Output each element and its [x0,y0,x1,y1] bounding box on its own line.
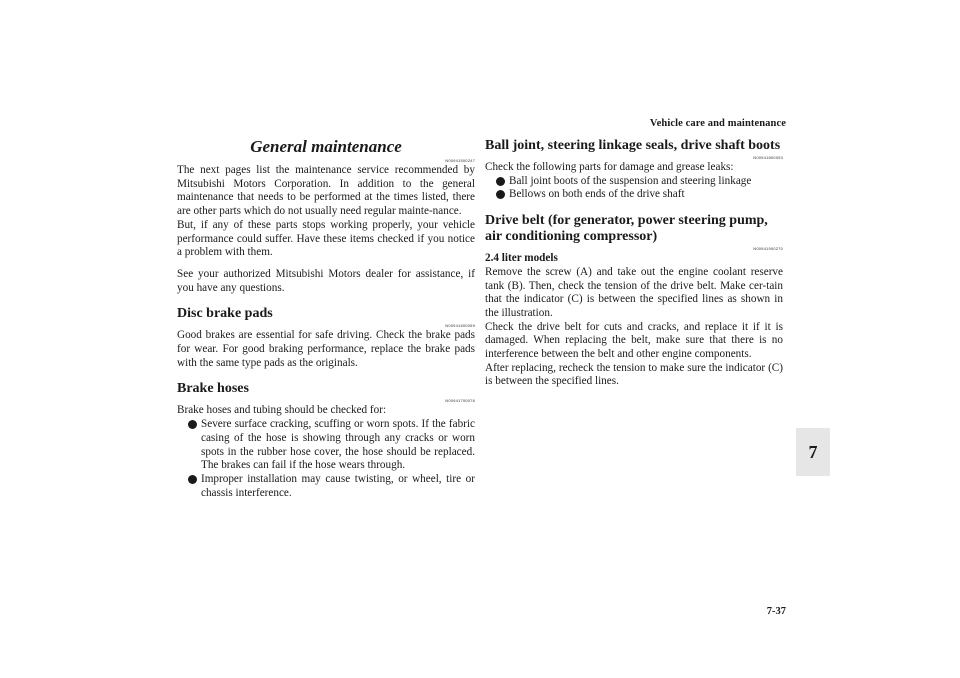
reference-code: N00941500247 [445,158,475,163]
bullet-list [485,175,783,202]
section-heading-drive-belt: Drive belt (for generator, power steering pump, air conditioning compressor) [485,213,768,245]
body-paragraph: Brake hoses and tubing should be checked for: [177,404,387,417]
bullet-icon [188,475,197,484]
body-paragraph: Check the following parts for damage and grease leaks: [485,161,734,173]
body-paragraph: Check the drive belt for cuts and cracks, and replace it if it is damaged. When replacing the belt, make sure that there is no interference between the belt and other engine components. [485,320,783,361]
list-item: Ball joint boots of the suspension and steering linkage [485,175,783,189]
reference-code: N00941600059 [445,323,475,329]
list-item: Improper installation may cause twisting, or wheel, tire or chassis interference. [177,473,475,500]
reference-code: N00941900270 [753,246,783,252]
subheading-model: 2.4 liter models [485,252,558,265]
bullet-icon [496,190,505,199]
body-paragraph: After replacing, recheck the tension to make sure the indicator (C) is between the specified lines. [485,361,783,388]
section-header: Vehicle care and maintenance [649,118,786,129]
list-item: Severe surface cracking, scuffing or worn spots. If the fabric casing of the hose is showing through any cracks or worn spots in the rubber hose cover, the hose should be replaced. The brakes can fail if the hose wears through. [177,418,475,473]
page-title: General maintenance [250,137,402,156]
page-number: 7-37 [766,606,786,617]
intro-paragraph: The next pages list the maintenance service recommended by Mitsubishi Motors Corporation. In addition to the general maintenance that needs to be performed at the times listed, there are other parts which do not usually need regular mainte-nance. [177,164,475,218]
body-paragraph: Good brakes are essential for safe driving. Check the brake pads for wear. For good braking performance, replace the brake pads with the same type pads as the originals. [177,329,475,369]
intro-paragraph: But, if any of these parts stops working properly, your vehicle performance could suffer. Have these items checked if you notice a problem with them. [177,218,475,259]
body-paragraph: Remove the screw (A) and take out the engine coolant reserve tank (B). Then, check the tension of the drive belt. Make cer-tain that the indicator (C) is between the specified lines as shown in the illustration. [485,265,783,319]
left-column [177,134,475,500]
section-heading-disc-brake-pads: Disc brake pads [177,306,273,322]
bullet-list [177,418,475,500]
right-column [485,134,783,389]
intro-paragraph: See your authorized Mitsubishi Motors dealer for assistance, if you have any questions. [177,267,475,294]
section-heading-brake-hoses: Brake hoses [177,381,249,397]
list-item: Bellows on both ends of the drive shaft [485,188,783,202]
reference-code: N00941800093 [753,155,783,160]
chapter-tab: 7 [796,428,830,476]
bullet-icon [496,177,505,186]
bullet-icon [188,420,197,429]
section-heading-ball-joint: Ball joint, steering linkage seals, drive shaft boots [485,138,781,153]
reference-code: N00941700076 [445,398,475,404]
